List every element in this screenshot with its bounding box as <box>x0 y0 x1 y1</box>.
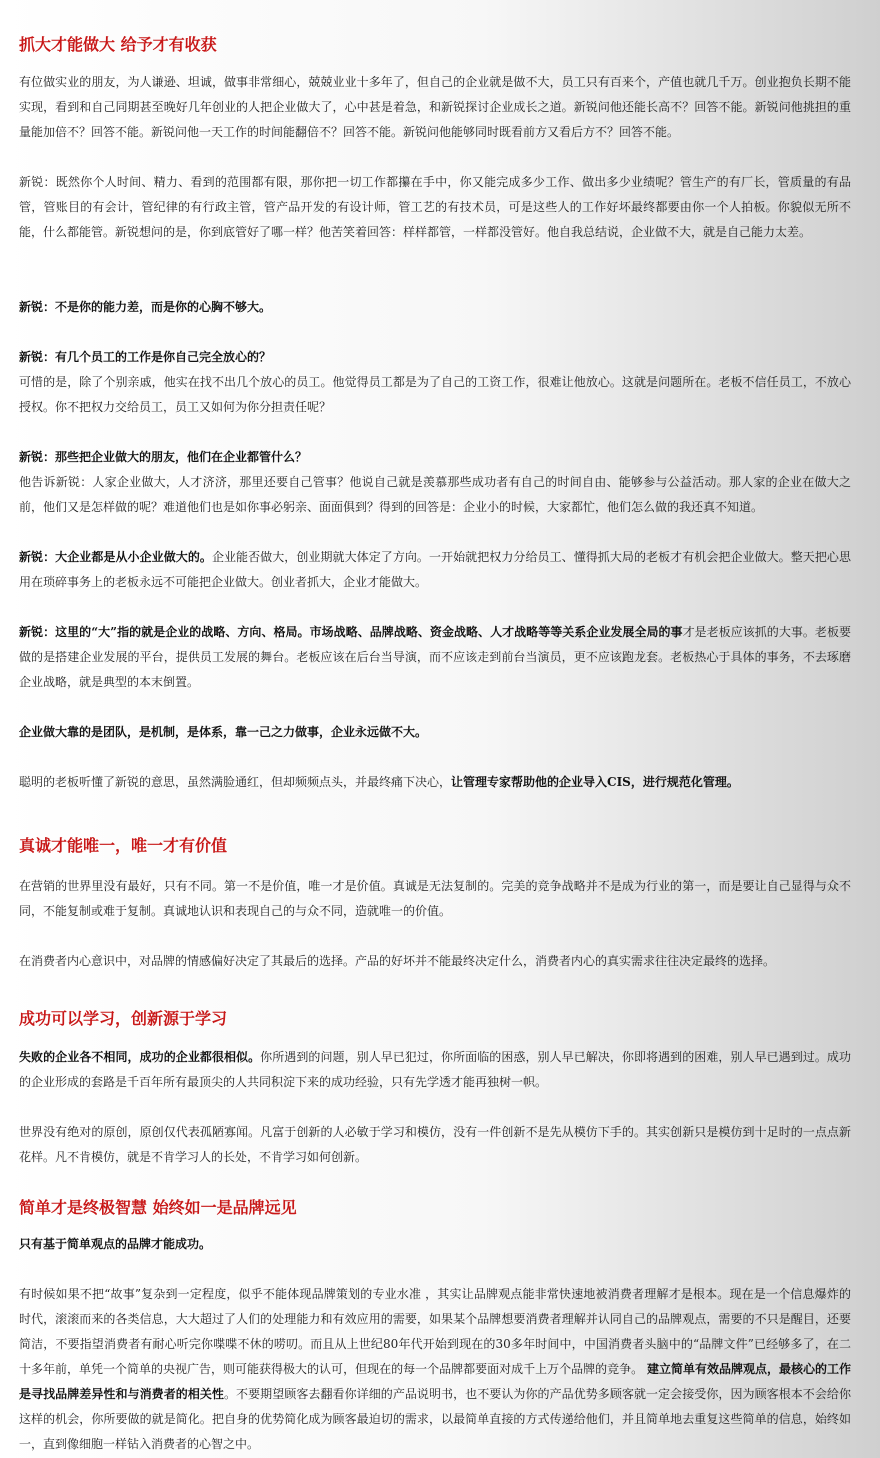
paragraph-lead: 新锐：那些把企业做大的朋友，他们在企业都管什么？ <box>19 450 308 464</box>
paragraph-lead: 新锐：大企业都是从小企业做大的。 <box>19 550 212 564</box>
paragraph-text: 在营销的世界里没有最好，只有不同。第一不是价值，唯一才是价值。真诚是无法复制的。完美的竞争战略并不是成为行业的第一，而是要让自己显得与众不同，不能复制或难于复制。真诚地认识和表现自己的与众不同，造就唯一的价值。 <box>19 879 851 918</box>
paragraph-text: 企业能否做大，创业期就大体定了方向。一开始就把权力分给员工、懂得抓大局的老板才有机会把企业做大。整天把心思用在琐碎事务上的老板永远不可能把企业做大。创业者抓大，企业才能做大。 <box>19 550 851 589</box>
paragraph-1-5 <box>19 445 851 520</box>
paragraph-emphasis: 让管理专家帮助他的企业导入CIS，进行规范化管理。 <box>451 775 739 789</box>
paragraph-1-2 <box>19 170 851 245</box>
section-title-3: 成功可以学习，创新源于学习 <box>19 1009 228 1028</box>
paragraph-1-7 <box>19 620 851 695</box>
paragraph-text: 才是老板应该抓的大事。老板要做的是搭建企业发展的平台，提供员工发展的舞台。老板应该在后台当导演，而不应该走到前台当演员，更不应该跑龙套。老板热心于具体的事务，不去琢磨企业战略，就是典型的本末倒置。 <box>19 625 851 689</box>
paragraph-text: 世界没有绝对的原创，原创仅代表孤陋寡闻。凡富于创新的人必敏于学习和模仿，没有一件创新不是先从模仿下手的。其实创新只是模仿到十足时的一点点新花样。凡不肯模仿，就是不肯学习人的长处，不肯学习如何创新。 <box>19 1125 851 1164</box>
paragraph-1-3 <box>19 295 851 320</box>
paragraph-lead: 失败的企业各不相同，成功的企业都很相似。 <box>19 1050 261 1064</box>
paragraph-1-8 <box>19 720 851 745</box>
paragraph-1-4 <box>19 345 851 420</box>
paragraph-text: 你所遇到的问题，别人早已犯过，你所面临的困惑，别人早已解决，你即将遇到的困难，别人早已遇到过。成功的企业形成的套路是千百年所有最顶尖的人共同积淀下来的成功经验，只有先学透才能再独树一帜。 <box>19 1050 851 1089</box>
paragraph-text: 在消费者内心意识中，对品牌的情感偏好决定了其最后的选择。产品的好坏并不能最终决定什么，消费者内心的真实需求往往决定最终的选择。 <box>19 954 776 968</box>
paragraph-3-1 <box>19 1045 851 1095</box>
paragraph-2-1 <box>19 874 851 924</box>
paragraph-2-2 <box>19 949 851 974</box>
section-title-4: 简单才是终极智慧 始终如一是品牌远见 <box>19 1198 297 1217</box>
paragraph-lead: 新锐：这里的“大”指的就是企业的战略、方向、格局。市场战略、品牌战略、资金战略、人才战略等等关系企业发展全局的事 <box>19 625 683 639</box>
paragraph-text: 有位做实业的朋友，为人谦逊、坦诚，做事非常细心，兢兢业业十多年了，但自己的企业就是做不大，员工只有百来个，产值也就几千万。创业抱负长期不能实现，看到和自己同期甚至晚好几年创业的人把企业做大了，心中甚是着急，和新锐探讨企业成长之道。新锐问他还能长高不？回答不能。新锐问他挑担的重量能加倍不？回答不能。新锐问他一天工作的时间能翻倍不？回答不能。新锐问他能够同时既看前方又看后方不？回答不能。 <box>19 75 851 139</box>
paragraph-4-1 <box>19 1232 851 1257</box>
paragraph-3-2 <box>19 1120 851 1170</box>
paragraph-1-9 <box>19 770 851 795</box>
paragraph-text: 企业做大靠的是团队，是机制，是体系，靠一己之力做事，企业永远做不大。 <box>19 725 428 739</box>
paragraph-text: 只有基于简单观点的品牌才能成功。 <box>19 1237 212 1251</box>
paragraph-4-2 <box>19 1282 851 1457</box>
paragraph-emphasis: 建立简单有效品牌观点，最核心的工作是寻找品牌差异性和与消费者的相关性 <box>19 1362 851 1401</box>
paragraph-text: 可惜的是，除了个别亲戚，他实在找不出几个放心的员工。他觉得员工都是为了自己的工资工作，很难让他放心。这就是问题所在。老板不信任员工，不放心授权。你不把权力交给员工，员工又如何为你分担责任呢？ <box>19 375 851 414</box>
paragraph-text: 新锐：既然你个人时间、精力、看到的范围都有限，那你把一切工作都攥在手中，你又能完成多少工作、做出多少业绩呢？管生产的有厂长，管质量的有品管，管账目的有会计，管纪律的有行政主管，管产品开发的有设计师，管工艺的有技术员，可是这些人的工作好坏最终都要由你一个人拍板。你貌似无所不能，什么都能管。新锐想问的是，你到底管好了哪一样？他苦笑着回答：样样都管，一样都没管好。他自我总结说，企业做不大，就是自己能力太差。 <box>19 175 851 239</box>
section-title-2: 真诚才能唯一，唯一才有价值 <box>19 836 228 855</box>
paragraph-1-1 <box>19 70 851 145</box>
paragraph-text: 有时候如果不把“故事”复杂到一定程度，似乎不能体现品牌策划的专业水准 ，其实让品牌观点能非常快速地被消费者理解才是根本。现在是一个信息爆炸的时代，滚滚而来的各类信息，大大超过了人们的处理能力和有效应用的需要，如果某个品牌想要消费者理解并认同自己的品牌观点，需要的不只是醒目，还要简洁，不要指望消费者有耐心听完你喋喋不休的唠叨。而且从上世纪80年代开始到现在的30多年时间中，中国消费者头脑中的“品牌文件”已经够多了，在二十多年前，单凭一个简单的央视广告，则可能获得极大的认可，但现在的每一个品牌都要面对成千上万个品牌的竞争。 <box>19 1287 851 1376</box>
paragraph-text: 他告诉新锐：人家企业做大，人才济济，那里还要自己管事？他说自己就是羡慕那些成功者有自己的时间自由、能够参与公益活动。那人家的企业在做大之前，他们又是怎样做的呢？难道他们也是如你事必躬亲、面面俱到？得到的回答是：企业小的时候，大家都忙，他们怎么做的我还真不知道。 <box>19 475 851 514</box>
section-title-1: 抓大才能做大 给予才有收获 <box>19 35 217 54</box>
paragraph-text: 聪明的老板听懂了新锐的意思，虽然满脸通红，但却频频点头，并最终痛下决心， <box>19 775 452 789</box>
paragraph-text: 新锐：不是你的能力差，而是你的心胸不够大。 <box>19 300 272 314</box>
paragraph-lead: 新锐：有几个员工的工作是你自己完全放心的？ <box>19 350 272 364</box>
paragraph-1-6 <box>19 545 851 595</box>
paragraph-text: 。不要期望顾客去翻看你详细的产品说明书，也不要认为你的产品优势多顾客就一定会接受你，因为顾客根本不会给你这样的机会，你所要做的就是简化。把自身的优势简化成为顾客最迫切的需求，以最简单直接的方式传递给他们，并且简单地去重复这些简单的信息，始终如一，直到像细胞一样钻入消费者的心智之中。 <box>19 1387 851 1451</box>
